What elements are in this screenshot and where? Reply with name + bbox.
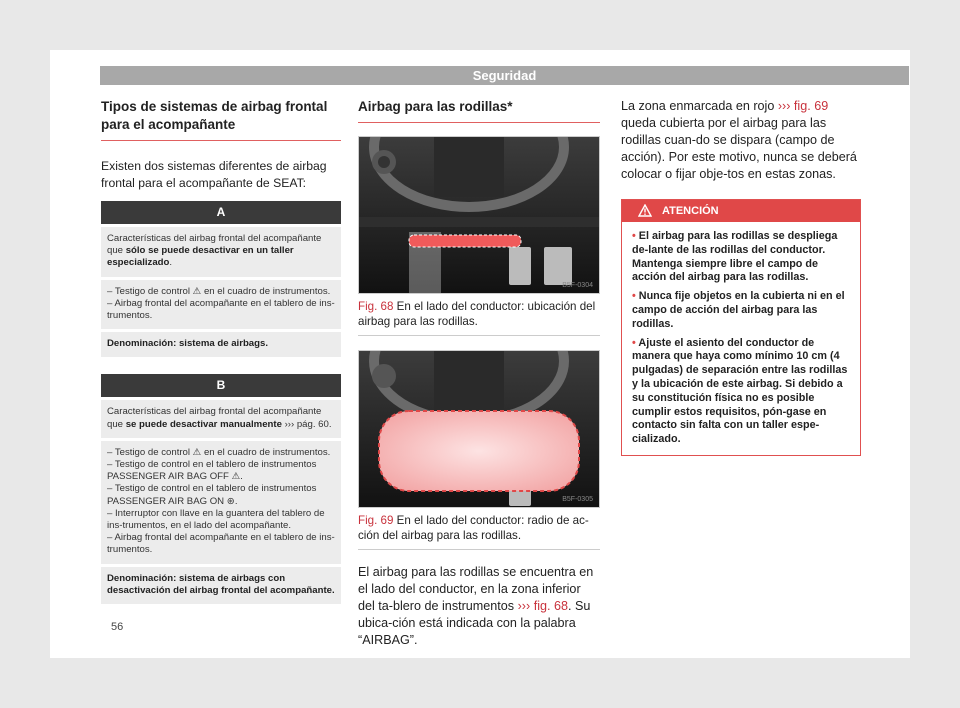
table-a-items [101, 280, 341, 330]
bullet-icon: • [632, 230, 639, 242]
middle-heading: Airbag para las rodillas* [358, 98, 600, 123]
figure-68-text: En el lado del conductor: ubicación del airbag para las rodillas. [358, 300, 596, 328]
knee-airbag-range-illustration [359, 351, 600, 508]
warning-body [622, 222, 860, 455]
table-a-desc-text: Características del airbag frontal del acompañante que [107, 233, 322, 257]
bullet-icon: • [632, 336, 639, 349]
table-a-item: – Airbag frontal del acompañante en el tablero de ins-trumentos. [107, 297, 335, 322]
right-paragraph [621, 98, 861, 183]
left-column [101, 98, 341, 604]
figure-69 [358, 350, 600, 508]
right-para-end: queda cubierta por el airbag para las rodillas cuan-do se dispara (campo de acción). Por este motivo, nunca se deberá colocar o fijar obje-tos en estas zonas. [621, 116, 857, 181]
warning-title: ATENCIÓN [662, 205, 719, 217]
table-a-desc-end: . [169, 257, 173, 269]
table-a-label: A [101, 201, 341, 224]
table-a-denomination [101, 332, 341, 357]
figure-68 [358, 136, 600, 294]
figure-68-label: Fig. 68 [358, 300, 394, 313]
knee-airbag-location-illustration [359, 137, 600, 294]
middle-paragraph [358, 564, 600, 649]
table-b-item: – Airbag frontal del acompañante en el tablero de ins-trumentos. [107, 532, 335, 556]
warning-item-text: El airbag para las rodillas se despliega de-lante de las rodillas del conductor. Mantenga siempre libre el campo de acción del airbag para las rodillas. [632, 230, 838, 284]
right-column [621, 98, 861, 456]
figure-68-link[interactable]: ››› fig. 68 [517, 599, 568, 613]
warning-item [632, 230, 852, 285]
middle-para-text: El airbag para las rodillas se encuentra en el lado del conductor, en la zona inferior del ta-blero de instrumentos [358, 565, 594, 613]
table-b [101, 374, 341, 604]
figure-69-label: Fig. 69 [358, 514, 394, 527]
table-a-denomination-text: Denominación: sistema de airbags. [107, 338, 269, 350]
page [50, 50, 910, 658]
figure-69-text: En el lado del conductor: radio de ac-ción del airbag para las rodillas. [358, 514, 589, 542]
table-b-denomination [101, 567, 341, 604]
table-a-item: – Testigo de control ⚠ en el cuadro de instrumentos. [107, 285, 331, 297]
middle-column [358, 98, 600, 649]
table-b-desc-bold: se puede desactivar manualmente [125, 418, 282, 430]
table-a [101, 201, 341, 357]
table-b-item: – Testigo de control en el tablero de instrumentos PASSENGER AIR BAG OFF ⚠. [107, 459, 317, 483]
table-b-denomination-text: Denominación: sistema de airbags con desactivación del airbag frontal del acompañante. [107, 572, 335, 596]
table-b-label: B [101, 374, 341, 397]
figure-68-caption [358, 300, 600, 336]
table-b-desc [101, 400, 341, 437]
warning-triangle-icon [638, 204, 652, 217]
right-para-text: La zona enmarcada en rojo [621, 99, 778, 113]
figure-69-link[interactable]: ››› fig. 69 [777, 99, 829, 113]
bullet-icon: • [632, 290, 639, 303]
warning-item-text: Nunca fije objetos en la cubierta ni en el campo de acción del airbag para las rodillas. [632, 290, 845, 330]
figure-69-code: B5F-0305 [562, 496, 593, 503]
table-b-desc-end: ››› pág. 60. [281, 418, 332, 430]
middle-para-end: . Su ubica-ción está indicada con la palabra “AIRBAG”. [358, 599, 591, 647]
warning-header [622, 200, 860, 222]
table-b-item: – Interruptor con llave en la guantera del tablero de ins-trumentos, en el lado del acompañante. [107, 507, 325, 532]
warning-box [621, 199, 861, 456]
table-b-items [101, 441, 341, 564]
table-a-desc [101, 227, 341, 277]
table-b-item: – Testigo de control en el tablero de instrumentos PASSENGER AIR BAG ON ⊛. [107, 483, 317, 507]
warning-item-text: Ajuste el asiento del conductor de manera que haya como mínimo 10 cm (4 pulgadas) de separación entre las rodillas y la ubicación de este airbag. Si debido a su constitución física no es posible cumplir estos requisitos, pón-gase en contacto sin falta con un taller espe-cializado. [632, 336, 848, 446]
page-number: 56 [111, 621, 124, 633]
figure-68-code: B5F-0304 [562, 282, 593, 289]
section-header: Seguridad [100, 66, 909, 85]
table-b-item: – Testigo de control ⚠ en el cuadro de instrumentos. [107, 446, 331, 458]
left-intro: Existen dos sistemas diferentes de airbag frontal para el acompañante de SEAT: [101, 159, 327, 190]
table-a-desc-bold: sólo se puede desactivar en un taller especializado [107, 245, 294, 269]
figure-69-caption [358, 514, 600, 550]
warning-item [632, 337, 852, 447]
left-heading: Tipos de sistemas de airbag frontal para el acompañante [101, 98, 341, 141]
table-b-desc-text: Características del airbag frontal del acompañante que [107, 406, 322, 430]
warning-item [632, 290, 852, 331]
